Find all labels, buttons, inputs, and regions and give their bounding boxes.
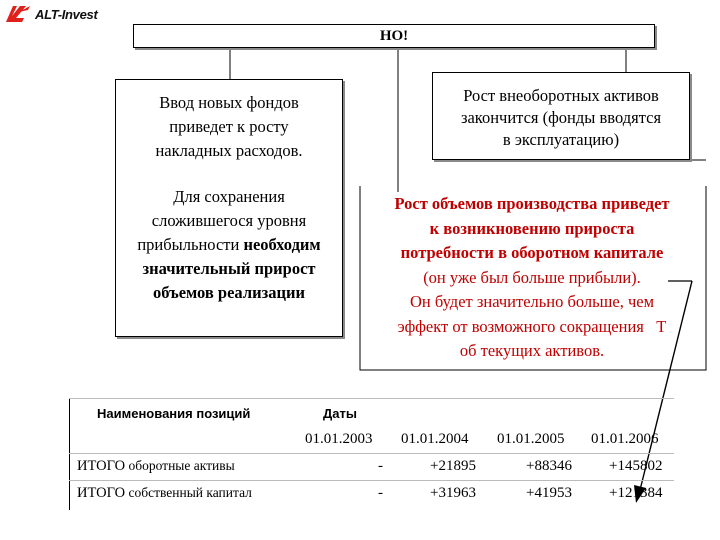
left-line: значительный прирост (142, 259, 316, 278)
table-cell: +121384 (609, 485, 663, 501)
table-cell: +21895 (430, 458, 476, 474)
right-text-line: потребности в оборотном капитале (400, 243, 664, 262)
left-box-para2 (116, 185, 342, 305)
right-text-line: об текущих активов. (459, 341, 605, 360)
left-line: сложившегося уровня (151, 211, 307, 230)
table-cell: - (378, 458, 383, 474)
left-box-para1 (116, 80, 342, 163)
right-box-line: закончится (фонды вводятся (460, 108, 662, 127)
left-line-mixed: прибыльности необходим (137, 235, 321, 254)
table-row-label: ИТОГО собственный капитал (77, 485, 252, 501)
table-header-positions: Наименования позиций (97, 406, 251, 421)
table-cell: +88346 (526, 458, 572, 474)
right-text-block (356, 192, 708, 364)
table-date-cell: 01.01.2003 (305, 431, 373, 447)
table-row-label: ИТОГО оборотные активы (77, 458, 235, 474)
left-box (115, 79, 343, 337)
table-cell: - (378, 485, 383, 501)
top-box (133, 24, 655, 48)
left-line: приведет к росту (169, 117, 289, 136)
left-line: Ввод новых фондов (159, 93, 299, 112)
right-box (432, 72, 690, 160)
right-box-line: в эксплуатацию) (502, 130, 620, 149)
table-date-cell: 01.01.2006 (591, 431, 659, 447)
table-header-dates: Даты (323, 406, 357, 421)
right-text-line: Рост объемов производства приведет (394, 194, 670, 213)
right-box-line: Рост внеоборотных активов (463, 86, 659, 105)
logo-text: ALT-Invest (35, 6, 98, 22)
right-text-line: (он уже был больше прибыли). (423, 267, 641, 287)
table-cell: +145802 (609, 458, 663, 474)
table-date-cell: 01.01.2004 (401, 431, 469, 447)
top-box-text: НО! (379, 28, 409, 44)
table-cell: +41953 (526, 485, 572, 501)
right-text-line: к возникновению прироста (429, 218, 635, 238)
right-text-line: эффект от возможного сокращения Т (397, 316, 667, 336)
right-text-line: Он будет значительно больше, чем (409, 292, 655, 311)
table-date-cell: 01.01.2005 (497, 431, 565, 447)
table-cell: +31963 (430, 485, 476, 501)
data-table (69, 398, 674, 510)
left-line: Для сохранения (173, 187, 285, 206)
left-line: накладных расходов. (155, 141, 303, 160)
left-line: объемов реализации (153, 283, 305, 302)
